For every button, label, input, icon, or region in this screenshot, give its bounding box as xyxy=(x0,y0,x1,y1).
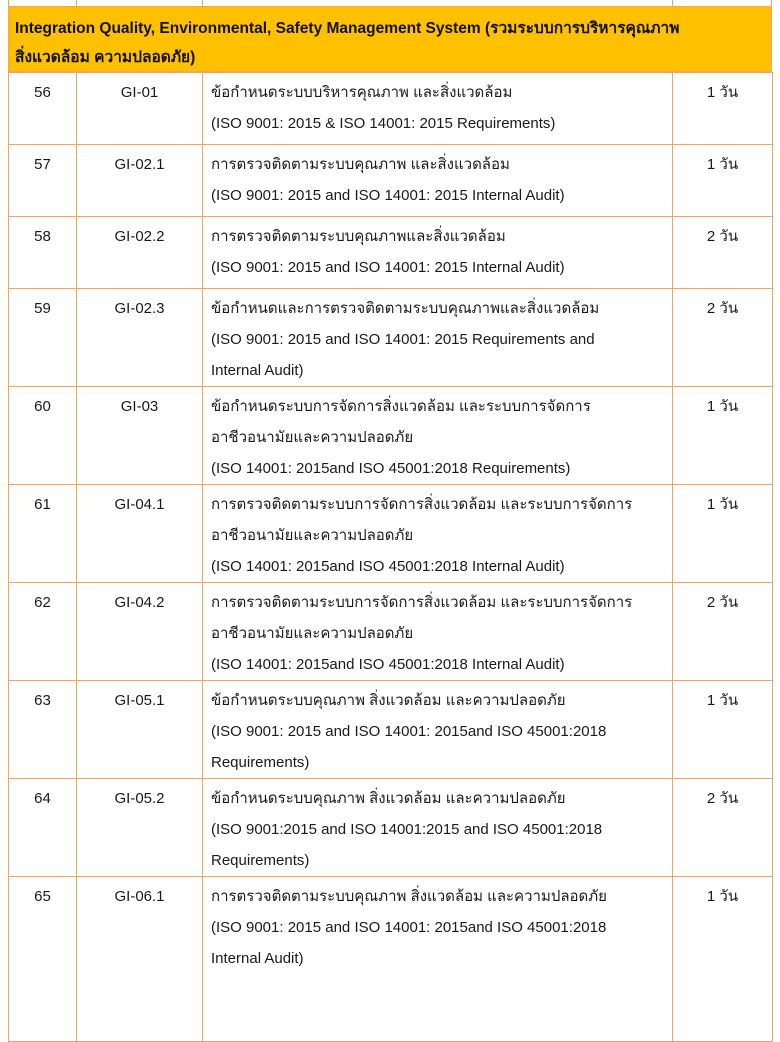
row-number: 57 xyxy=(9,145,77,217)
course-title-line: (ISO 14001: 2015and ISO 45001:2018 Requirements) xyxy=(211,460,571,477)
course-title xyxy=(203,217,673,289)
course-title-line: (ISO 9001:2015 and ISO 14001:2015 and ISO 45001:2018 xyxy=(211,821,603,838)
course-code: GI-02.2 xyxy=(77,217,203,289)
table-row xyxy=(9,289,773,387)
course-title-line: (ISO 9001: 2015 and ISO 14001: 2015and ISO 45001:2018 xyxy=(211,723,607,740)
course-title-line: Requirements) xyxy=(211,754,310,771)
course-title-line: (ISO 9001: 2015 and ISO 14001: 2015 Internal Audit) xyxy=(211,259,565,276)
course-title-line: Internal Audit) xyxy=(211,950,304,967)
course-title-line: ข้อกำหนดระบบคุณภาพ สิ่งแวดล้อม และความปลอดภัย xyxy=(211,790,566,807)
course-code: GI-04.2 xyxy=(77,583,203,681)
course-title-line: (ISO 14001: 2015and ISO 45001:2018 Internal Audit) xyxy=(211,656,565,673)
course-duration: 1 วัน xyxy=(673,485,773,583)
table-row xyxy=(9,877,773,1042)
table-row xyxy=(9,681,773,779)
course-duration: 2 วัน xyxy=(673,289,773,387)
table-row xyxy=(9,387,773,485)
row-number: 65 xyxy=(9,877,77,1042)
course-duration: 1 วัน xyxy=(673,145,773,217)
course-code: GI-04.1 xyxy=(77,485,203,583)
course-title-line: (ISO 9001: 2015 and ISO 14001: 2015and ISO 45001:2018 xyxy=(211,919,607,936)
table-row xyxy=(9,485,773,583)
row-number: 62 xyxy=(9,583,77,681)
course-table xyxy=(8,72,773,1042)
course-title-line: ข้อกำหนดระบบคุณภาพ สิ่งแวดล้อม และความปลอดภัย xyxy=(211,692,566,709)
course-title xyxy=(203,485,673,583)
course-title xyxy=(203,387,673,485)
row-number: 58 xyxy=(9,217,77,289)
course-duration: 2 วัน xyxy=(673,217,773,289)
row-number: 63 xyxy=(9,681,77,779)
course-code: GI-06.1 xyxy=(77,877,203,1042)
table-row xyxy=(9,217,773,289)
row-number: 60 xyxy=(9,387,77,485)
course-duration: 1 วัน xyxy=(673,681,773,779)
course-title xyxy=(203,681,673,779)
course-title-line: (ISO 9001: 2015 and ISO 14001: 2015 Requirements and xyxy=(211,331,595,348)
row-number: 56 xyxy=(9,73,77,145)
course-title xyxy=(203,877,673,1042)
course-title-line: (ISO 9001: 2015 and ISO 14001: 2015 Internal Audit) xyxy=(211,187,565,204)
course-title-line: การตรวจติดตามระบบการจัดการสิ่งแวดล้อม และระบบการจัดการ xyxy=(211,594,633,611)
course-code: GI-05.2 xyxy=(77,779,203,877)
course-title-line: Internal Audit) xyxy=(211,362,304,379)
course-title xyxy=(203,73,673,145)
course-table-sheet xyxy=(8,0,772,1042)
section-header xyxy=(8,6,772,72)
table-row xyxy=(9,583,773,681)
course-title xyxy=(203,289,673,387)
table-row xyxy=(9,73,773,145)
table-row xyxy=(9,779,773,877)
course-duration: 2 วัน xyxy=(673,583,773,681)
row-number: 61 xyxy=(9,485,77,583)
course-title xyxy=(203,145,673,217)
section-title-line-1: Integration Quality, Environmental, Safety Management System (รวมระบบการบริหารคุณภาพ xyxy=(15,20,680,37)
course-duration: 1 วัน xyxy=(673,877,773,1042)
course-title-line: อาชีวอนามัยและความปลอดภัย xyxy=(211,625,414,642)
course-title-line: ข้อกำหนดและการตรวจติดตามระบบคุณภาพและสิ่งแวดล้อม xyxy=(211,300,600,317)
course-title-line: (ISO 9001: 2015 & ISO 14001: 2015 Requirements) xyxy=(211,115,556,132)
course-code: GI-05.1 xyxy=(77,681,203,779)
course-code: GI-02.1 xyxy=(77,145,203,217)
course-title-line: อาชีวอนามัยและความปลอดภัย xyxy=(211,429,414,446)
course-duration: 1 วัน xyxy=(673,73,773,145)
previous-rows-stub xyxy=(8,0,772,6)
course-title-line: การตรวจติดตามระบบคุณภาพ สิ่งแวดล้อม และความปลอดภัย xyxy=(211,888,607,905)
course-duration: 1 วัน xyxy=(673,387,773,485)
course-title-line: ข้อกำหนดระบบการจัดการสิ่งแวดล้อม และระบบการจัดการ xyxy=(211,398,591,415)
course-title-line: การตรวจติดตามระบบคุณภาพ และสิ่งแวดล้อม xyxy=(211,156,510,173)
table-row xyxy=(9,145,773,217)
course-code: GI-03 xyxy=(77,387,203,485)
course-title-line: การตรวจติดตามระบบคุณภาพและสิ่งแวดล้อม xyxy=(211,228,506,245)
course-title xyxy=(203,583,673,681)
course-title-line: การตรวจติดตามระบบการจัดการสิ่งแวดล้อม และระบบการจัดการ xyxy=(211,496,633,513)
course-code: GI-01 xyxy=(77,73,203,145)
row-number: 64 xyxy=(9,779,77,877)
course-title-line: ข้อกำหนดระบบบริหารคุณภาพ และสิ่งแวดล้อม xyxy=(211,84,513,101)
course-title-line: (ISO 14001: 2015and ISO 45001:2018 Internal Audit) xyxy=(211,558,565,575)
course-code: GI-02.3 xyxy=(77,289,203,387)
course-title xyxy=(203,779,673,877)
row-number: 59 xyxy=(9,289,77,387)
course-title-line: Requirements) xyxy=(211,852,310,869)
course-duration: 2 วัน xyxy=(673,779,773,877)
course-title-line: อาชีวอนามัยและความปลอดภัย xyxy=(211,527,414,544)
section-title-line-2: สิ่งแวดล้อม ความปลอดภัย) xyxy=(15,49,196,66)
